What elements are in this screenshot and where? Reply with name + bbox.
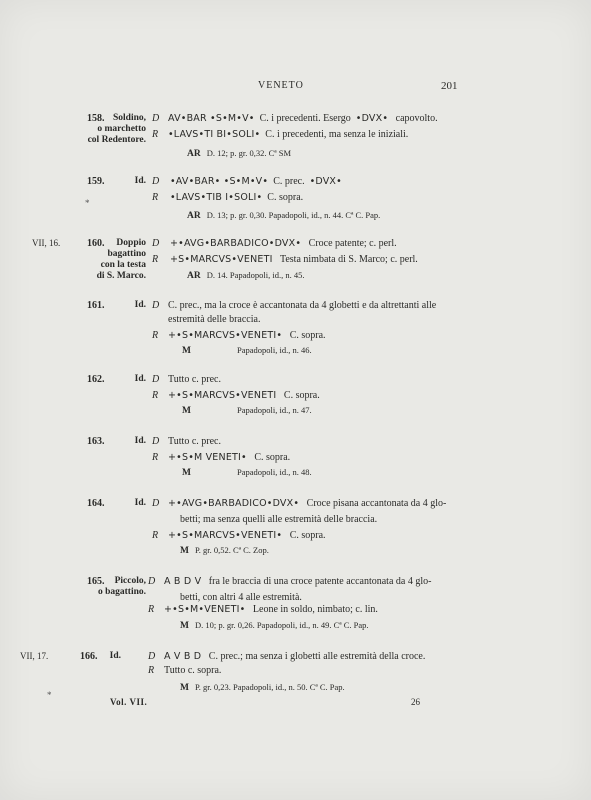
reverse-legend: +•S•MARCVS•VENETI C. sopra. xyxy=(168,390,320,401)
reverse-marker: R xyxy=(152,330,159,341)
entry-meta: M Papadopoli, id., n. 47. xyxy=(182,405,312,416)
reverse-marker: R xyxy=(148,665,155,676)
reverse-legend: +S•MARCVS•VENETI Testa nimbata di S. Marco; c. perl. xyxy=(170,254,418,265)
plate-reference: VII, 17. xyxy=(20,651,49,661)
entry-name: Id. xyxy=(134,374,146,384)
entry-name: Id. xyxy=(109,651,121,661)
reverse-legend: •LAVS•TI BI•SOLI• C. i precedenti, ma senza le iniziali. xyxy=(168,129,409,140)
reverse-legend: +•S•M•VENETI• Leone in soldo, nimbato; c. lin. xyxy=(164,604,378,615)
entry-meta: AR D. 13; p. gr. 0,30. Papadopoli, id., n. 44. Cª C. Pap. xyxy=(187,210,381,221)
entry-number: 161. xyxy=(87,300,105,311)
reverse-legend: Tutto c. sopra. xyxy=(164,665,222,676)
volume-label: Vol. VII. xyxy=(110,697,148,707)
entry-name: Soldino, o marchetto col Redentore. xyxy=(87,113,146,145)
obverse-marker: D xyxy=(148,576,156,587)
reverse-legend: •LAVS•TIB I•SOLI• C. sopra. xyxy=(170,192,304,203)
obverse-legend: A B D V fra le braccia di una croce patente accantonata da 4 glo- xyxy=(164,576,432,587)
obverse-legend: Tutto c. prec. xyxy=(168,436,221,447)
entry-meta: M P. gr. 0,23. Papadopoli, id., n. 50. Cª C. Pap. xyxy=(180,682,345,693)
obverse-legend-cont: estremità delle braccia. xyxy=(168,314,261,325)
obverse-marker: D xyxy=(148,651,156,662)
entry-number: 159. xyxy=(87,176,105,187)
entry-meta: M Papadopoli, id., n. 46. xyxy=(182,345,312,356)
obverse-marker: D xyxy=(152,300,160,311)
obverse-legend: A V B D C. prec.; ma senza i globetti alle estremità della croce. xyxy=(164,651,426,662)
obverse-legend: +•AVG•BARBADICO•DVX• Croce pisana accantonata da 4 glo- xyxy=(168,498,447,509)
reverse-legend: +•S•M VENETI• C. sopra. xyxy=(168,452,291,463)
reverse-marker: R xyxy=(152,129,159,140)
obverse-marker: D xyxy=(152,374,160,385)
entry-meta: AR D. 14. Papadopoli, id., n. 45. xyxy=(187,270,305,281)
reverse-legend: +•S•MARCVS•VENETI• C. sopra. xyxy=(168,330,326,341)
obverse-legend: Tutto c. prec. xyxy=(168,374,221,385)
signature-number: 26 xyxy=(411,697,420,707)
entry-number: 158. xyxy=(87,113,105,124)
obverse-marker: D xyxy=(152,238,160,249)
entry-name: Doppio bagattino con la testa di S. Marco. xyxy=(96,238,146,281)
entry-number: 165. xyxy=(87,576,105,587)
reverse-marker: R xyxy=(148,604,155,615)
obverse-legend-cont: betti; ma senza quelli alle estremità delle braccia. xyxy=(180,514,378,525)
obverse-marker: D xyxy=(152,498,160,509)
entry-number: 162. xyxy=(87,374,105,385)
entry-meta: M P. gr. 0,52. Cª C. Zop. xyxy=(180,545,269,556)
obverse-legend-cont: betti, con altri 4 alle estremità. xyxy=(180,592,302,603)
obverse-legend: •AV•BAR• •S•M•V• C. prec. •DVX• xyxy=(170,176,342,187)
entry-number: 166. xyxy=(80,651,98,662)
entry-number: 164. xyxy=(87,498,105,509)
entry-meta: AR D. 12; p. gr. 0,32. Cª SM xyxy=(187,148,292,159)
obverse-marker: D xyxy=(152,113,160,124)
entry-name: Id. xyxy=(134,498,146,508)
entry-name: Id. xyxy=(134,176,146,186)
entry-meta: M Papadopoli, id., n. 48. xyxy=(182,467,312,478)
obverse-legend: AV•BAR •S•M•V• C. i precedenti. Esergo •DVX• capovolto. xyxy=(168,113,438,124)
reverse-marker: R xyxy=(152,192,159,203)
entry-name: Id. xyxy=(134,300,146,310)
reverse-marker: R xyxy=(152,254,159,265)
running-head: VENETO xyxy=(258,80,304,91)
entry-meta: M D. 10; p. gr. 0,26. Papadopoli, id., n. 49. Cª C. Pap. xyxy=(180,620,369,631)
reverse-marker: R xyxy=(152,452,159,463)
entry-name: Id. xyxy=(134,436,146,446)
obverse-marker: D xyxy=(152,436,160,447)
plate-reference: VII, 16. xyxy=(32,238,61,248)
entry-name: Piccolo, o bagattino. xyxy=(97,576,146,597)
reverse-legend: +•S•MARCVS•VENETI• C. sopra. xyxy=(168,530,326,541)
reverse-marker: R xyxy=(152,530,159,541)
reverse-marker: R xyxy=(152,390,159,401)
obverse-legend: +•AVG•BARBADICO•DVX• Croce patente; c. perl. xyxy=(170,238,397,249)
margin-mark: * xyxy=(85,198,90,208)
obverse-marker: D xyxy=(152,176,160,187)
obverse-legend: C. prec., ma la croce è accantonata da 4 globetti e da altrettanti alle xyxy=(168,300,437,311)
page-number: 201 xyxy=(441,80,458,92)
margin-mark: * xyxy=(47,690,52,700)
entry-number: 163. xyxy=(87,436,105,447)
entry-number: 160. xyxy=(87,238,105,249)
